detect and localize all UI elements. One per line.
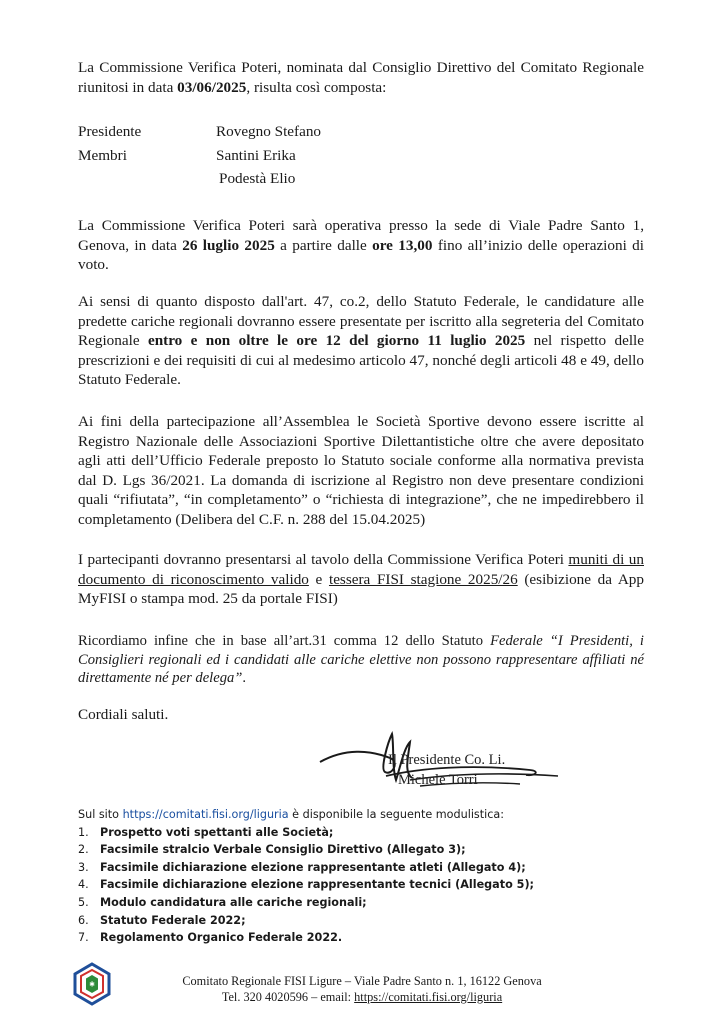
members-role: Membri <box>78 147 127 164</box>
footer-address: Comitato Regionale FISI Ligure – Viale Padre Santo n. 1, 16122 Genova <box>182 974 542 988</box>
member-name: Podestà Elio <box>219 170 296 187</box>
svg-text:✱: ✱ <box>89 980 95 989</box>
list-item: 3. Facsimile dichiarazione elezione rappresentante atleti (Allegato 4); <box>78 860 526 874</box>
candidatures-paragraph: Ai sensi di quanto disposto dall'art. 47, co.2, dello Statuto Federale, le candidature alle predette cariche regionali dovranno essere presentate per iscritto alla segreteria del Comitato Regionale entro e non oltre le ore 12 del giorno 11 luglio 2025 nel rispetto delle prescrizioni e dei requisiti di cui al medesimo articolo 47, nonché degli articoli 48 e 49, dello Statuto Federale. <box>78 293 644 389</box>
operating-date: 26 luglio 2025 <box>182 236 275 254</box>
participants-paragraph: I partecipanti dovranno presentarsi al tavolo della Commissione Verifica Poteri muniti di un documento di riconoscimento valido e tessera FISI stagione 2025/26 (esibizione da App MyFISI o stampa mod. 25 da portale FISI) <box>78 551 644 608</box>
president-role: Presidente <box>78 123 142 140</box>
registry-paragraph: Ai fini della partecipazione all’Assemblea le Società Sportive devono essere iscritte al Registro Nazionale delle Associazioni Sportive Dilettantistiche oltre che avere depositato agli atti dell’Ufficio Federale preposto lo Statuto sociale conforme alla normativa prevista dal D. Lgs 36/2021. La domanda di iscrizione al Registro non deve presentare condizioni quali “rifiutata”, “in completamento” o “richiesta di integrazione”, che ne impedirebbero il completamento (Delibera del C.F. n. 288 del 15.04.2025) <box>78 413 644 528</box>
list-item: 6. Statuto Federale 2022; <box>78 913 246 927</box>
list-item: 5. Modulo candidatura alle cariche regionali; <box>78 895 367 909</box>
statute-quote: Federale “I Presidenti, i Consiglieri regionali ed i candidati alle cariche elettive non possono rappresentare affiliati né direttamente né per delega” <box>78 633 644 686</box>
closing-greeting: Cordiali saluti. <box>78 706 169 723</box>
signature-name: Michele Torri <box>398 772 478 788</box>
forms-site-link[interactable]: https://comitati.fisi.org/liguria <box>122 808 289 821</box>
signature-title: Il Presidente Co. Li. <box>388 752 506 768</box>
list-item: 7. Regolamento Organico Federale 2022. <box>78 931 343 945</box>
intro-text: La Commissione Verifica Poteri, nominata dal Consiglio Direttivo del Comitato Regionale riunitosi in data <box>78 59 644 96</box>
list-item: 4. Facsimile dichiarazione elezione rappresentante tecnici (Allegato 5); <box>78 878 535 892</box>
reminder-paragraph: Ricordiamo infine che in base all’art.31 comma 12 dello Statuto Federale “I Presidenti, i Consiglieri regionali ed i candidati alle cariche elettive non possono rappresentare affiliati né direttamente né per delega”. <box>78 633 644 686</box>
fisi-card-requirement: tessera FISI stagione 2025/26 <box>328 570 518 588</box>
forms-intro: Sul sito https://comitati.fisi.org/liguria è disponibile la seguente modulistica: <box>78 808 505 821</box>
operating-paragraph: La Commissione Verifica Poteri sarà operativa presso la sede di Viale Padre Santo 1, Genova, in data 26 luglio 2025 a partire dalle ore 13,00 fino all’inizio delle operazioni di voto. <box>78 217 644 274</box>
candidature-deadline: entro e non oltre le ore 12 del giorno 11 luglio 2025 <box>147 332 526 350</box>
member-name: Santini Erika <box>216 147 296 164</box>
intro-paragraph <box>78 58 644 97</box>
intro-text-end: , risulta così composta: <box>246 78 387 96</box>
list-item: 2. Facsimile stralcio Verbale Consiglio Direttivo (Allegato 3); <box>78 843 466 857</box>
forms-section <box>78 806 578 947</box>
footer-link[interactable]: https://comitati.fisi.org/liguria <box>354 990 503 1004</box>
list-item: 1. Prospetto voti spettanti alle Società; <box>78 825 334 839</box>
forms-list <box>78 824 578 947</box>
president-name: Rovegno Stefano <box>216 123 322 140</box>
operating-time: ore 13,00 <box>372 236 433 254</box>
meeting-date: 03/06/2025 <box>177 78 247 96</box>
footer-contacts: Tel. 320 4020596 – email: https://comitati.fisi.org/liguria <box>221 990 503 1004</box>
id-document-requirement: muniti di un documento di riconoscimento valido <box>78 551 644 588</box>
